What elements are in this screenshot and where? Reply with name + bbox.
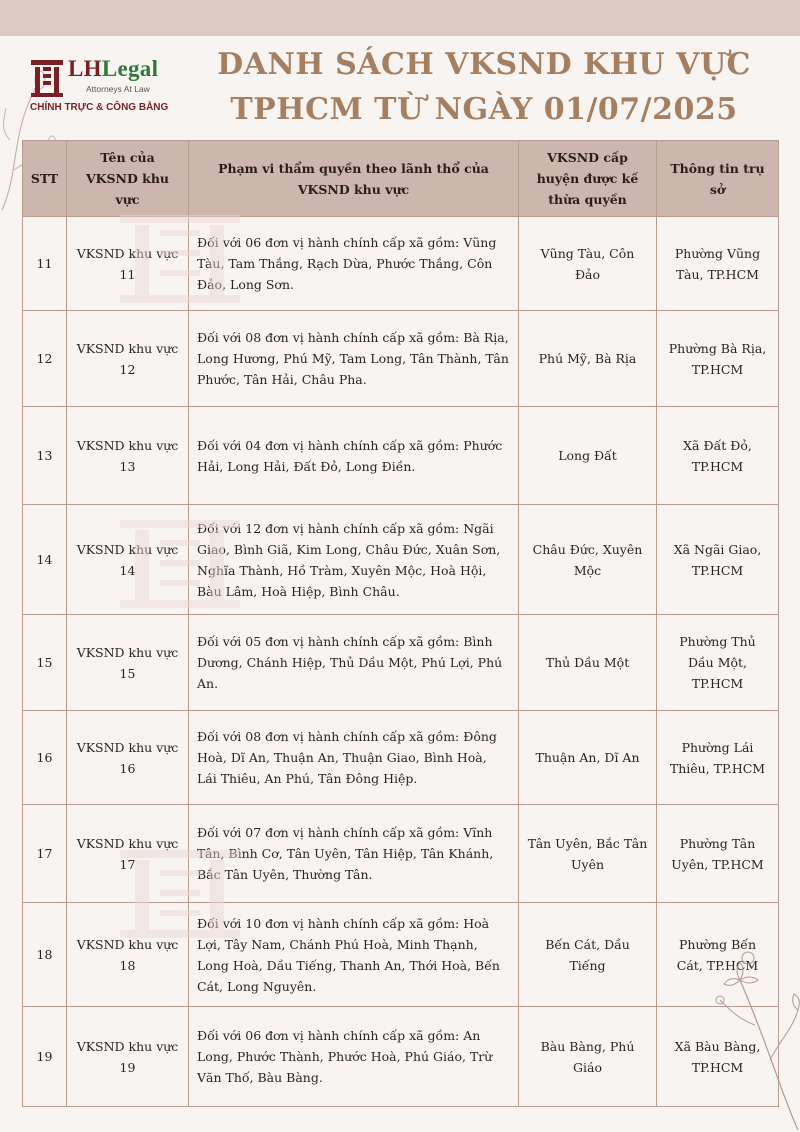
cell-stt: 14 — [23, 505, 67, 615]
page-title-line2: TPHCM TỪ NGÀY 01/07/2025 — [230, 92, 738, 127]
page-title-line1: DANH SÁCH VKSND KHU VỰC — [217, 47, 751, 82]
logo-mark-icon — [30, 58, 64, 98]
cell-name: VKSND khu vực 11 — [67, 217, 189, 311]
prosecution-list-table — [22, 140, 779, 1107]
cell-office: Phường Bến Cát, TP.HCM — [657, 903, 779, 1007]
header-inherit: VKSND cấp huyện được kế thừa quyền — [519, 141, 657, 217]
cell-scope: Đối với 06 đơn vị hành chính cấp xã gồm: An Long, Phước Thành, Phước Hoà, Phú Giáo, Trừ Văn Thố, Bàu Bàng. — [189, 1007, 519, 1107]
logo-name-legal: Legal — [101, 56, 159, 81]
cell-inherit: Vũng Tàu, Côn Đảo — [519, 217, 657, 311]
cell-stt: 11 — [23, 217, 67, 311]
cell-inherit: Châu Đức, Xuyên Mộc — [519, 505, 657, 615]
cell-office: Xã Đất Đỏ, TP.HCM — [657, 407, 779, 505]
cell-scope: Đối với 10 đơn vị hành chính cấp xã gồm: Hoà Lợi, Tây Nam, Chánh Phú Hoà, Minh Thạnh, Long Hoà, Dầu Tiếng, Thanh An, Thới Hoà, Bến Cát, Long Nguyên. — [189, 903, 519, 1007]
cell-stt: 17 — [23, 805, 67, 903]
table-row — [23, 217, 779, 311]
logo-name — [68, 56, 158, 82]
logo-subtitle: Attorneys At Law — [86, 84, 150, 94]
cell-scope: Đối với 08 đơn vị hành chính cấp xã gồm: Bà Rịa, Long Hương, Phú Mỹ, Tam Long, Tân Thành, Tân Phước, Tân Hải, Châu Pha. — [189, 311, 519, 407]
cell-stt: 16 — [23, 711, 67, 805]
cell-name: VKSND khu vực 14 — [67, 505, 189, 615]
cell-name: VKSND khu vực 16 — [67, 711, 189, 805]
table-row — [23, 903, 779, 1007]
cell-scope: Đối với 08 đơn vị hành chính cấp xã gồm: Đông Hoà, Dĩ An, Thuận An, Thuận Giao, Bình Hoà, Lái Thiêu, An Phú, Tân Đông Hiệp. — [189, 711, 519, 805]
cell-inherit: Long Đất — [519, 407, 657, 505]
cell-office: Phường Tân Uyên, TP.HCM — [657, 805, 779, 903]
top-color-band — [0, 0, 800, 36]
cell-name: VKSND khu vực 13 — [67, 407, 189, 505]
cell-stt: 13 — [23, 407, 67, 505]
cell-stt: 12 — [23, 311, 67, 407]
cell-scope: Đối với 12 đơn vị hành chính cấp xã gồm: Ngãi Giao, Bình Giã, Kim Long, Châu Đức, Xuân Sơn, Nghĩa Thành, Hồ Tràm, Xuyên Mộc, Hoà Hội, Bàu Lâm, Hoà Hiệp, Bình Châu. — [189, 505, 519, 615]
logo-name-lh: LH — [68, 56, 102, 81]
cell-stt: 19 — [23, 1007, 67, 1107]
cell-inherit: Tân Uyên, Bắc Tân Uyên — [519, 805, 657, 903]
cell-name: VKSND khu vực 15 — [67, 615, 189, 711]
cell-inherit: Thủ Dầu Một — [519, 615, 657, 711]
cell-inherit: Bến Cát, Dầu Tiếng — [519, 903, 657, 1007]
table-row — [23, 1007, 779, 1107]
cell-stt: 18 — [23, 903, 67, 1007]
cell-scope: Đối với 04 đơn vị hành chính cấp xã gồm: Phước Hải, Long Hải, Đất Đỏ, Long Điền. — [189, 407, 519, 505]
cell-office: Phường Thủ Dầu Một, TP.HCM — [657, 615, 779, 711]
header-stt: STT — [23, 141, 67, 217]
cell-name: VKSND khu vực 18 — [67, 903, 189, 1007]
cell-inherit: Bàu Bàng, Phú Giáo — [519, 1007, 657, 1107]
header-name: Tên của VKSND khu vực — [67, 141, 189, 217]
cell-name: VKSND khu vực 17 — [67, 805, 189, 903]
header-office: Thông tin trụ sở — [657, 141, 779, 217]
logo-slogan: CHÍNH TRỰC & CÔNG BẰNG — [30, 102, 169, 113]
cell-office: Phường Vũng Tàu, TP.HCM — [657, 217, 779, 311]
table-row — [23, 311, 779, 407]
lhlegal-logo — [22, 52, 192, 122]
cell-name: VKSND khu vực 19 — [67, 1007, 189, 1107]
cell-inherit: Phú Mỹ, Bà Rịa — [519, 311, 657, 407]
cell-office: Phường Lái Thiêu, TP.HCM — [657, 711, 779, 805]
cell-office: Xã Ngãi Giao, TP.HCM — [657, 505, 779, 615]
cell-office: Phường Bà Rịa, TP.HCM — [657, 311, 779, 407]
cell-inherit: Thuận An, Dĩ An — [519, 711, 657, 805]
cell-scope: Đối với 05 đơn vị hành chính cấp xã gồm: Bình Dương, Chánh Hiệp, Thủ Dầu Một, Phú Lợi, Phú An. — [189, 615, 519, 711]
cell-office: Xã Bàu Bàng, TP.HCM — [657, 1007, 779, 1107]
table-row — [23, 805, 779, 903]
table-row — [23, 407, 779, 505]
table-row — [23, 711, 779, 805]
page-title — [190, 42, 778, 132]
header-scope: Phạm vi thẩm quyền theo lãnh thổ của VKSND khu vực — [189, 141, 519, 217]
cell-scope: Đối với 06 đơn vị hành chính cấp xã gồm: Vũng Tàu, Tam Thắng, Rạch Dừa, Phước Thắng, Côn Đảo, Long Sơn. — [189, 217, 519, 311]
cell-name: VKSND khu vực 12 — [67, 311, 189, 407]
cell-scope: Đối với 07 đơn vị hành chính cấp xã gồm: Vĩnh Tân, Bình Cơ, Tân Uyên, Tân Hiệp, Tân Khánh, Bắc Tân Uyên, Thường Tân. — [189, 805, 519, 903]
cell-stt: 15 — [23, 615, 67, 711]
table-header-row — [23, 141, 779, 217]
table-row — [23, 505, 779, 615]
table-row — [23, 615, 779, 711]
